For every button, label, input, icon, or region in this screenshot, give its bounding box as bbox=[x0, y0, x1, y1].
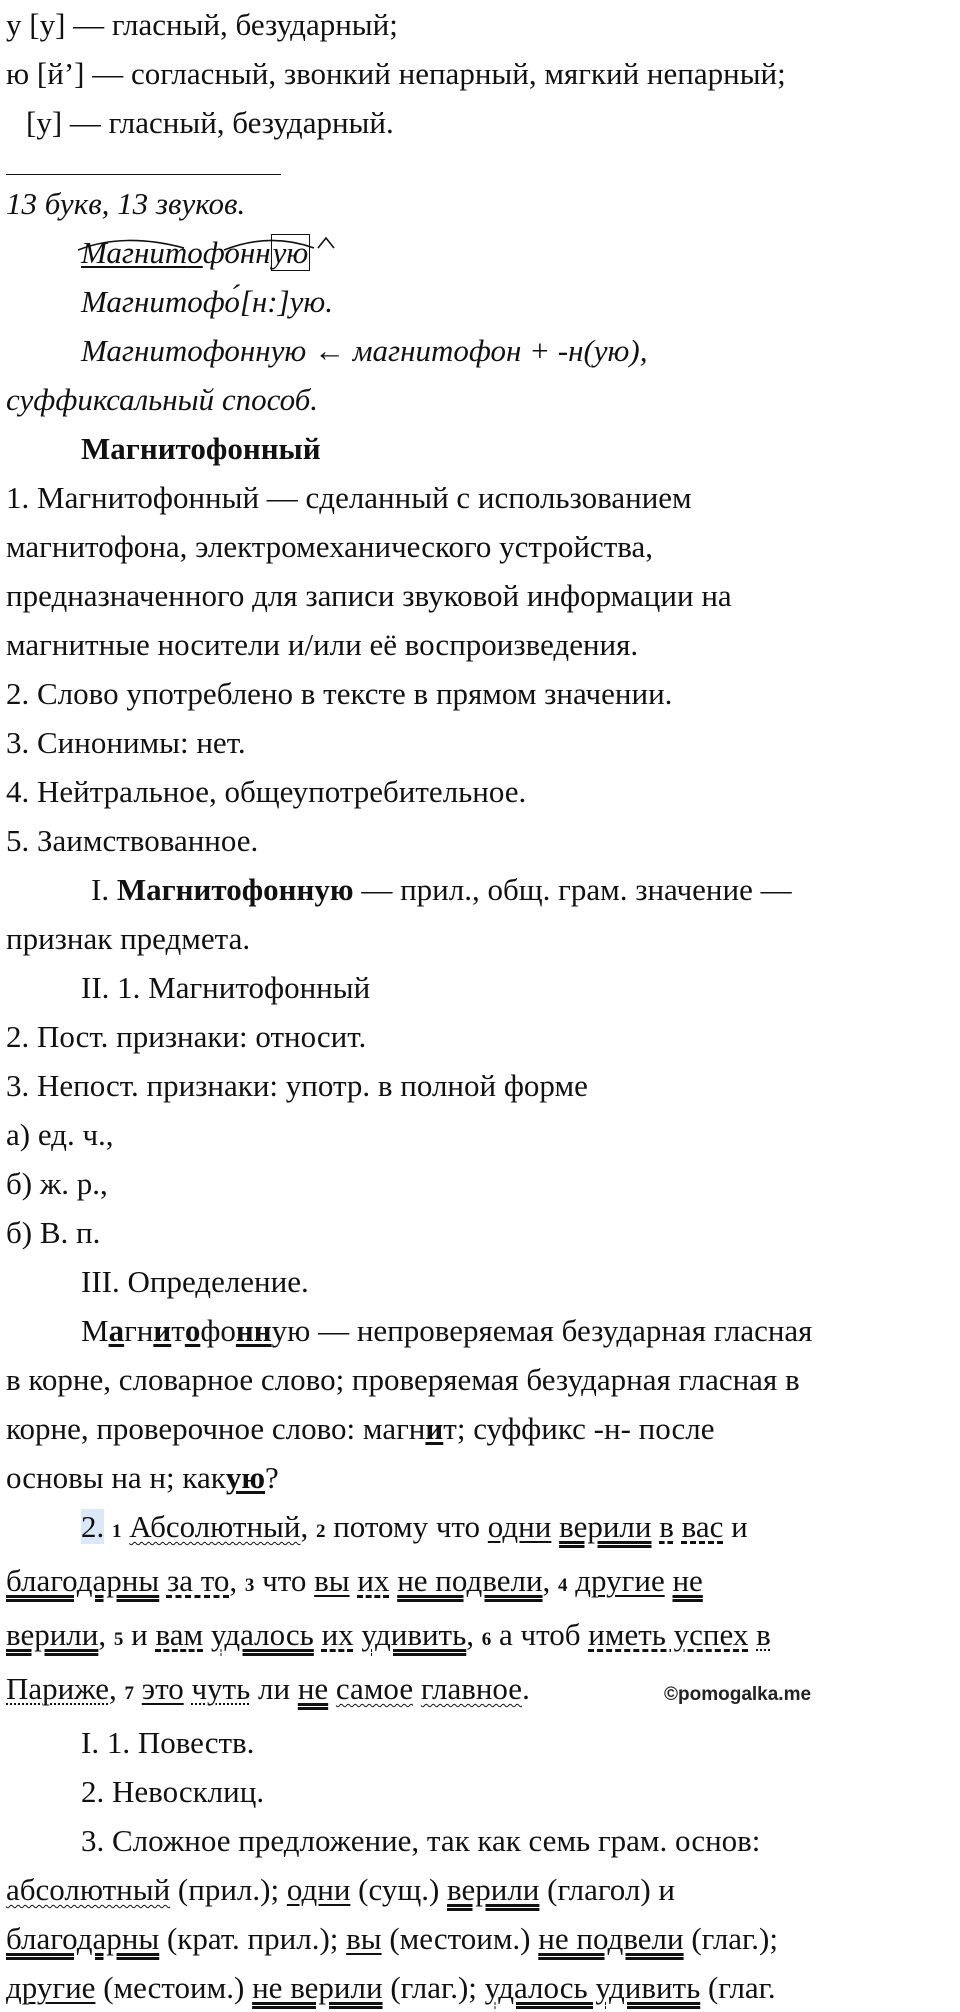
text-span: основы на н; как bbox=[6, 1460, 226, 1495]
clause-number: 5 bbox=[113, 1629, 124, 1650]
root-part-2: фон bbox=[202, 235, 256, 270]
subject-word: это bbox=[141, 1671, 184, 1706]
predicate-word: верили bbox=[6, 1617, 99, 1652]
phonetic-transcription: Магнитофо́[н:]ую. bbox=[81, 284, 334, 319]
predicate-word: абсолютный bbox=[6, 1872, 171, 1907]
spelling-line bbox=[6, 1306, 954, 1355]
text-span: ? bbox=[265, 1460, 279, 1495]
text-line: 4. Нейтральное, общеупотребительное. bbox=[6, 774, 527, 809]
text-line: в корне, словарное слово; проверяемая безударная гласная в bbox=[6, 1362, 800, 1397]
adverbial-word: в bbox=[756, 1617, 771, 1652]
predicate-word: удалось bbox=[210, 1617, 314, 1652]
text-line bbox=[6, 1963, 954, 2012]
highlighted-letter: и bbox=[425, 1411, 444, 1446]
predicate-word: не подвели bbox=[538, 1921, 684, 1956]
text-span: и bbox=[723, 1509, 748, 1544]
clause-number: 7 bbox=[124, 1683, 135, 1704]
object-word: вас bbox=[681, 1509, 724, 1544]
adverbial-word: чуть bbox=[191, 1671, 251, 1706]
predicate-word: благодарны bbox=[6, 1921, 160, 1956]
punct: , bbox=[98, 1617, 107, 1652]
footnote-rule bbox=[6, 174, 281, 175]
object-word: в bbox=[659, 1509, 674, 1544]
predicate-word: не верили bbox=[252, 1970, 383, 2005]
text-span: (сущ.) bbox=[350, 1872, 448, 1907]
task2-line bbox=[6, 1556, 954, 1610]
ending-part: ую bbox=[272, 235, 309, 270]
object-word: их bbox=[357, 1563, 390, 1598]
subject-word: другие bbox=[575, 1563, 665, 1598]
text-line bbox=[6, 1914, 954, 1963]
text-span: ли bbox=[250, 1671, 298, 1706]
subject-word: одни bbox=[286, 1872, 351, 1907]
derivation-line: Магнитофонную ← магнитофон + -н(ую), bbox=[81, 333, 648, 368]
text-span: и bbox=[123, 1617, 156, 1652]
text-line: 2. Невосклиц. bbox=[81, 1774, 265, 1809]
watermark: ©pomogalka.me bbox=[664, 1684, 812, 1705]
text-line: а) ед. ч., bbox=[6, 1117, 114, 1152]
text-line: [у] — гласный, безударный. bbox=[26, 105, 394, 140]
root-arc-marks bbox=[74, 232, 374, 252]
text-line bbox=[6, 1404, 954, 1453]
text-span: (местоим.) bbox=[381, 1921, 539, 1956]
object-word: их bbox=[321, 1617, 354, 1652]
subject-word: одни bbox=[487, 1509, 552, 1544]
derivation-method: суффиксальный способ. bbox=[6, 382, 319, 417]
text-span: корне, проверочное слово: магн bbox=[6, 1411, 426, 1446]
task-number: 2. bbox=[81, 1509, 105, 1544]
text-span: т; суффикс -н- после bbox=[443, 1411, 715, 1446]
punct: . bbox=[522, 1671, 530, 1706]
text-line: III. Определение. bbox=[81, 1264, 309, 1299]
text-span: (глаг.); bbox=[382, 1970, 485, 2005]
text-span: потому что bbox=[325, 1509, 488, 1544]
text-span: (местоим.) bbox=[95, 1970, 253, 2005]
predicate-word: не bbox=[672, 1563, 703, 1598]
object-word: за то bbox=[166, 1563, 230, 1598]
task2-line bbox=[6, 1502, 954, 1556]
text-line: 3. Сложное предложение, так как семь грам. основ: bbox=[81, 1823, 761, 1858]
predicate-word: Абсолютный bbox=[129, 1509, 301, 1544]
spelled-word: Магнитофонную bbox=[81, 1313, 311, 1348]
subject-word: вы bbox=[346, 1921, 382, 1956]
punct: , bbox=[300, 1509, 309, 1544]
text-line bbox=[6, 1453, 954, 1502]
clause-number: 4 bbox=[558, 1575, 568, 1596]
text-line: 5. Заимствованное. bbox=[6, 823, 259, 858]
text-span: — прил., общ. грам. значение — bbox=[353, 872, 792, 907]
clause-number: 1 bbox=[112, 1521, 122, 1542]
task2-line bbox=[6, 1664, 954, 1718]
task2-line bbox=[6, 1610, 954, 1664]
text-line: 3. Непост. признаки: употр. в полной форме bbox=[6, 1068, 588, 1103]
adverbial-phrase: иметь успех bbox=[588, 1617, 749, 1652]
morph-analysis-heading bbox=[6, 865, 954, 914]
text-line: ю [й’] — согласный, звонкий непарный, мягкий непарный; bbox=[6, 56, 786, 91]
text-span: (глагол) и bbox=[539, 1872, 676, 1907]
predicate-word: не bbox=[297, 1671, 329, 1706]
predicate-word: верили bbox=[447, 1872, 540, 1907]
text-line: б) ж. р., bbox=[6, 1166, 108, 1201]
letter-sound-count: 13 букв, 13 звуков. bbox=[6, 186, 246, 221]
text-line bbox=[6, 1865, 954, 1914]
text-span: (глаг. bbox=[700, 1970, 776, 2005]
text-line: 1. Магнитофонный — сделанный с использованием bbox=[6, 480, 692, 515]
punct: , bbox=[542, 1563, 551, 1598]
text-span: (крат. прил.); bbox=[159, 1921, 347, 1956]
section-number: I. bbox=[91, 872, 117, 907]
text-span: — непроверяемая безударная гласная bbox=[310, 1313, 813, 1348]
text-span: (глаг.); bbox=[683, 1921, 778, 1956]
highlighted-letters: ую bbox=[225, 1460, 266, 1495]
text-span: что bbox=[254, 1563, 315, 1598]
punct: , bbox=[466, 1617, 474, 1652]
text-line: 3. Синонимы: нет. bbox=[6, 725, 246, 760]
predicate-word: удалось удивить bbox=[484, 1970, 701, 2005]
text-line: у [у] — гласный, безударный; bbox=[6, 7, 398, 42]
attribute-word: самое bbox=[335, 1671, 414, 1706]
subject-word: другие bbox=[6, 1970, 96, 2005]
text-line: предназначенного для записи звуковой информации на bbox=[6, 578, 732, 613]
predicate-word: благодарны bbox=[6, 1563, 160, 1598]
adverbial-word: Париже bbox=[6, 1671, 110, 1706]
subject-word: вы bbox=[314, 1563, 350, 1598]
predicate-word: верили bbox=[559, 1509, 652, 1544]
text-span: а чтоб bbox=[491, 1617, 589, 1652]
connecting-vowel: о bbox=[187, 235, 203, 270]
clause-number: 2 bbox=[315, 1521, 326, 1542]
suffix-part: н bbox=[255, 235, 271, 270]
lexical-title: Магнитофонный bbox=[81, 431, 321, 466]
root-part: Магнит bbox=[81, 235, 188, 270]
punct: , bbox=[109, 1671, 117, 1706]
text-line: I. 1. Повеств. bbox=[81, 1725, 255, 1760]
text-line: магнитные носители и/или её воспроизведения. bbox=[6, 627, 639, 662]
text-line: 2. Пост. признаки: относит. bbox=[6, 1019, 367, 1054]
predicate-word: удивить bbox=[361, 1617, 467, 1652]
predicate-word: не подвели bbox=[397, 1563, 543, 1598]
text-line: признак предмета. bbox=[6, 921, 251, 956]
clause-number: 3 bbox=[244, 1575, 255, 1596]
text-line: 2. Слово употреблено в тексте в прямом значении. bbox=[6, 676, 673, 711]
punct: , bbox=[229, 1563, 238, 1598]
analyzed-word: Магнитофонную bbox=[116, 872, 354, 907]
clause-number: 6 bbox=[481, 1629, 492, 1650]
text-line: б) В. п. bbox=[6, 1215, 101, 1250]
predicate-word: главное bbox=[420, 1671, 523, 1706]
text-span: (прил.); bbox=[170, 1872, 287, 1907]
object-word: вам bbox=[155, 1617, 204, 1652]
text-line: магнитофона, электромеханического устройства, bbox=[6, 529, 653, 564]
text-line: II. 1. Магнитофонный bbox=[81, 970, 371, 1005]
